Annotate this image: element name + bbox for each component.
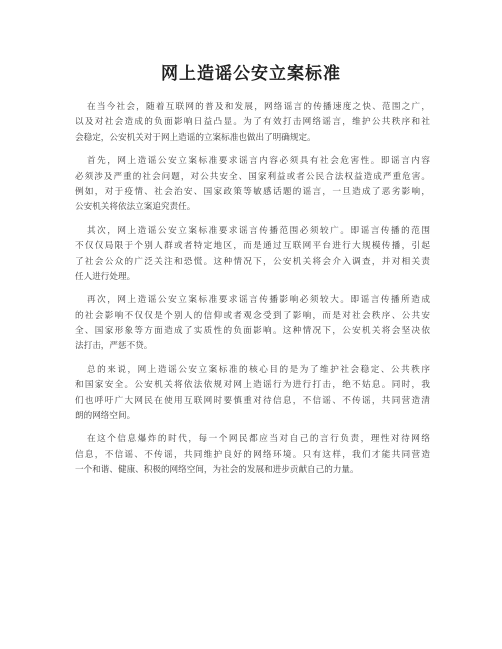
paragraph-line: 一个和谐、健康、积极的网络空间，为社会的发展和进步贡献自己的力量。 xyxy=(75,465,359,476)
paragraph-line: 会稳定，公安机关对于网上造谣的立案标准也做出了明确规定。 xyxy=(75,132,316,143)
paragraph-line: 全、国家形象等方面造成了实质性的负面影响。这种情况下，公安机关将会坚决依 xyxy=(75,326,430,337)
paragraph-4 xyxy=(75,293,430,355)
paragraph-line: 必须涉及严重的社会问题，对公共安全、国家利益或者公民合法权益造成严重危害。 xyxy=(75,171,430,182)
paragraph-line: 例如，对于疫情、社会治安、国家政策等敏感话题的谣言，一旦造成了恶劣影响， xyxy=(75,186,430,197)
paragraph-line: 们也呼吁广大网民在使用互联网时要慎重对待信息，不信谣、不传谣，共同营造清 xyxy=(75,395,430,406)
paragraph-line: 在这个信息爆炸的时代，每一个网民都应当对自己的言行负责，理性对待网络 xyxy=(87,434,430,445)
paragraph-1 xyxy=(75,100,430,146)
paragraph-line: 信息，不信谣、不传谣，共同维护良好的网络环境。只有这样，我们才能共同营造 xyxy=(75,449,430,460)
paragraph-line: 在当今社会，随着互联网的普及和发展，网络谣言的传播速度之快、范围之广， xyxy=(87,102,430,112)
paragraph-line: 任人进行处理。 xyxy=(75,271,136,282)
paragraph-6 xyxy=(75,432,430,478)
paragraph-line: 公安机关将依法立案追究责任。 xyxy=(75,202,196,213)
paragraph-5 xyxy=(75,363,430,425)
paragraph-line: 以及对社会造成的负面影响日益凸显。为了有效打击网络谣言，维护公共秩序和社 xyxy=(75,117,430,128)
paragraph-line: 朗的网络空间。 xyxy=(75,411,136,422)
document-body xyxy=(75,100,430,487)
paragraph-line: 再次，网上造谣公安立案标准要求谣言传播影响必须较大。即谣言传播所造成 xyxy=(87,295,430,306)
paragraph-line: 首先，网上造谣公安立案标准要求谣言内容必须具有社会危害性。即谣言内容 xyxy=(87,156,430,167)
paragraph-line: 不仅仅局限于个别人群或者特定地区，而是通过互联网平台进行大规模传播，引起 xyxy=(75,241,430,252)
paragraph-line: 和国家安全。公安机关将依法依规对网上造谣行为进行打击，绝不姑息。同时，我 xyxy=(75,380,430,391)
paragraph-line: 法打击，严惩不贷。 xyxy=(75,341,153,352)
document-title: 网上造谣公安立案标准 xyxy=(161,64,341,84)
paragraph-2 xyxy=(75,154,430,216)
paragraph-line: 了社会公众的广泛关注和恐慌。这种情况下，公安机关将会介入调查，并对相关责 xyxy=(75,256,430,267)
paragraph-line: 总的来说，网上造谣公安立案标准的核心目的是为了维护社会稳定、公共秩序 xyxy=(87,364,430,375)
paragraph-line: 其次，网上造谣公安立案标准要求谣言传播范围必须较广。即谣言传播的范围 xyxy=(87,225,430,236)
paragraph-line: 的社会影响不仅仅是个别人的信仰或者观念受到了影响，而是对社会秩序、公共安 xyxy=(75,310,430,321)
paragraph-3 xyxy=(75,224,430,286)
